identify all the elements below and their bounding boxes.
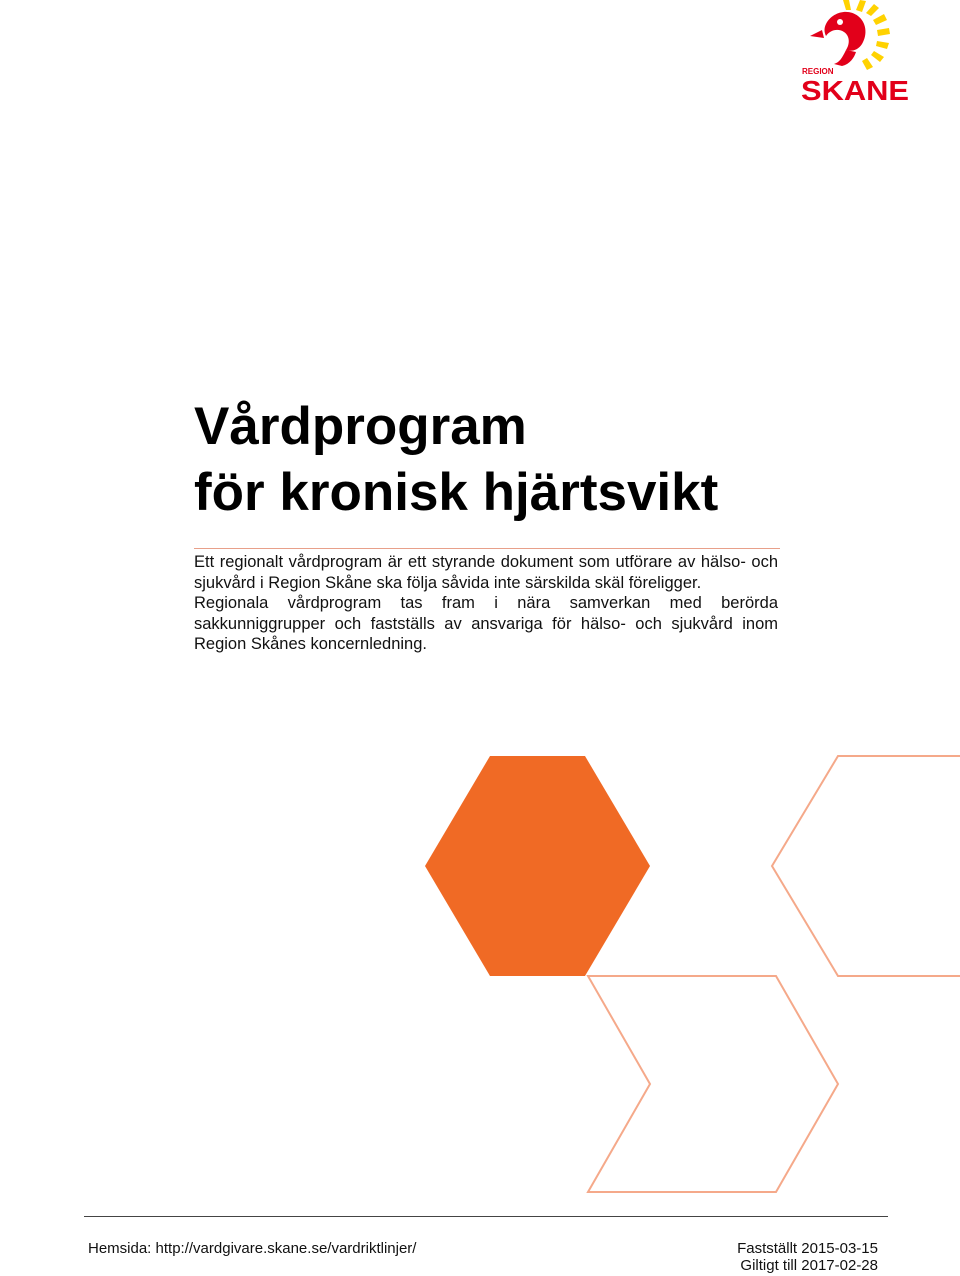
intro-text <box>194 552 778 655</box>
title-line-1: Vårdprogram <box>194 397 527 456</box>
region-skane-griffin-icon <box>810 0 890 70</box>
document-title <box>194 394 718 526</box>
footer-dates <box>737 1240 878 1274</box>
footer-homepage: Hemsida: http://vardgivare.skane.se/vardriktlinjer/ <box>88 1240 417 1257</box>
logo-big-text: SKANE <box>801 75 909 104</box>
footer-divider <box>84 1216 888 1217</box>
region-skane-logo <box>796 0 916 104</box>
intro-paragraph-1: Ett regionalt vårdprogram är ett styrande dokument som utförare av hälso- och sjukvård i Region Skåne ska följa såvida inte särskilda skäl föreligger. <box>194 553 778 592</box>
footer-established: Fastställt 2015-03-15 <box>737 1240 878 1257</box>
title-divider <box>194 548 780 549</box>
hexagon-decoration <box>0 740 960 1210</box>
outline-hexagon-icon <box>772 756 960 976</box>
intro-paragraph-2: Regionala vårdprogram tas fram i nära samverkan med berörda sakkunniggrupper och fastställs av ansvariga för hälso- och sjukvård inom Region Skånes koncernledning. <box>194 594 778 654</box>
title-line-2: för kronisk hjärtsvikt <box>194 463 719 522</box>
filled-hexagon-icon <box>425 756 650 976</box>
logo-small-text: REGION <box>802 67 834 76</box>
footer-valid-until: Giltigt till 2017-02-28 <box>740 1257 878 1274</box>
outline-hexagon-icon <box>588 976 838 1192</box>
outline-hexagon-icon <box>585 976 650 1196</box>
outline-hexagon-icon <box>838 976 900 1192</box>
